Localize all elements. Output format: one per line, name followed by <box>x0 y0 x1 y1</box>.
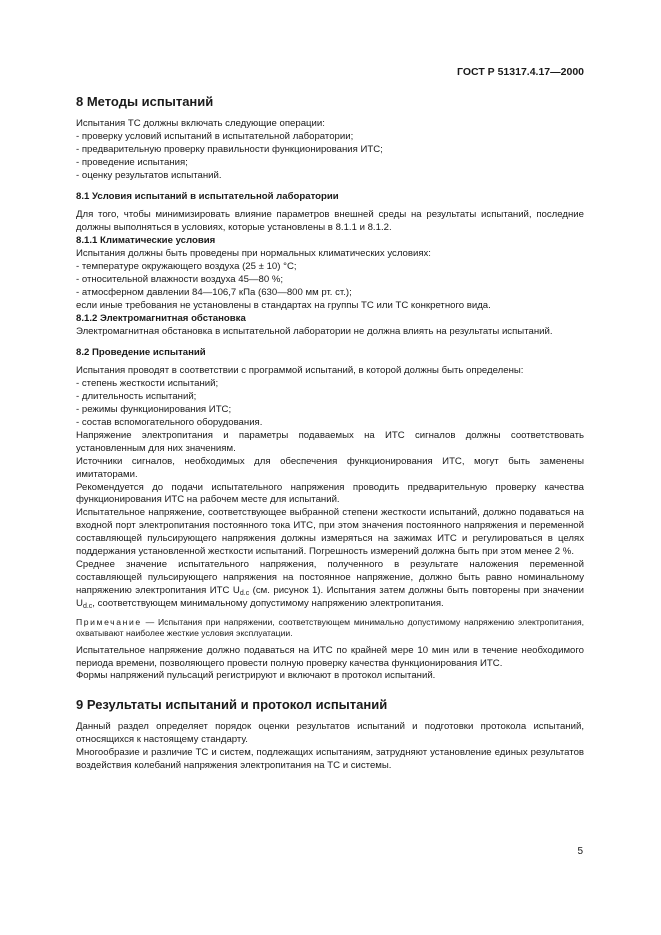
note-text: — Испытания при напряжении, соответствующем минимально допустимому напряжению электропитания, охватывают наиболее жесткие условия эксплуатации. <box>76 616 584 639</box>
list-item: - проведение испытания; <box>76 156 188 168</box>
text-run: Среднее значение испытательного напряжения, полученного в результате наложения переменной составляющей пульсирующего напряжения на постоянное напряжение, должно быть равно номинальному напряжению электропитания ИТС U <box>76 559 584 596</box>
paragraph: Многообразие и различие ТС и систем, подлежащих испытаниям, затрудняют установление единых результатов воздействия колебаний напряжения электропитания на ТС и системы. <box>76 747 584 772</box>
text-run: (см. рисунок 1). Испытания затем должны быть повторены при значении U <box>76 584 584 609</box>
section-8-1-title: 8.1 Условия испытаний в испытательной лаборатории <box>76 190 339 202</box>
s811-tail: если иные требования не установлены в стандартах на группы ТС или ТС конкретного вида. <box>76 299 491 311</box>
subscript: d.c <box>82 602 93 610</box>
s82-program-list <box>76 378 584 430</box>
list-item: - проверку условий испытаний в испытательной лаборатории; <box>76 130 354 142</box>
paragraph: Источники сигналов, необходимых для обеспечения функционирования ИТС, могут быть заменены имитаторами. <box>76 455 584 480</box>
paragraph: Рекомендуется до подачи испытательного напряжения проводить предварительную проверку качества функционирования ИТС на рабочем месте для испытаний. <box>76 481 584 506</box>
subscript: d.c <box>239 589 250 597</box>
s812-text: Электромагнитная обстановка в испытательной лаборатории не должна влиять на результаты испытаний. <box>76 325 553 337</box>
list-item: - состав вспомогательного оборудования. <box>76 417 263 429</box>
list-item: - режимы функционирования ИТС; <box>76 404 232 416</box>
list-item: - атмосферном давлении 84—106,7 кПа (630—800 мм рт. ст.); <box>76 286 352 298</box>
section-8-1-2-title: 8.1.2 Электромагнитная обстановка <box>76 312 246 324</box>
s8-operations-list <box>76 131 584 183</box>
s811-intro: Испытания должны быть проведены при нормальных климатических условиях: <box>76 248 431 260</box>
paragraph-voltage <box>76 559 584 611</box>
note <box>76 617 584 640</box>
text-run: , соответствующем минимальному допустимому напряжению электропитания. <box>92 597 444 609</box>
s81-text: Для того, чтобы минимизировать влияние параметров внешней среды на результаты испытаний, последние должны выполняться в условиях, которые установлены в 8.1.1 и 8.1.2. <box>76 209 584 234</box>
paragraph: Напряжение электропитания и параметры подаваемых на ИТС сигналов должны соответствовать установленным для них значениям. <box>76 429 584 454</box>
list-item: - температуре окружающего воздуха (25 ± 10) °С; <box>76 261 297 273</box>
list-item: - оценку результатов испытаний. <box>76 169 222 181</box>
section-8-1-1-title: 8.1.1 Климатические условия <box>76 235 216 247</box>
s811-conditions-list <box>76 261 584 300</box>
list-item: - относительной влажности воздуха 45—80 %; <box>76 273 284 285</box>
document-header: ГОСТ Р 51317.4.17—2000 <box>457 66 584 78</box>
paragraph: Испытательное напряжение, соответствующее выбранной степени жесткости испытаний, должно подаваться на входной порт электропитания постоянного тока ИТС, при этом значения постоянного напряжения и переменной составляющей пульсирующего напряжения должны измеряться на зажимах ИТС и регулироваться в целях поддержания установленной жесткости испытаний. Погрешность измерений должна быть при этом менее 2 %. <box>76 507 584 558</box>
note-label: Примечание <box>76 616 142 627</box>
page-number: 5 <box>577 846 583 857</box>
list-item: - степень жесткости испытаний; <box>76 378 219 390</box>
s8-intro: Испытания ТС должны включать следующие операции: <box>76 118 325 129</box>
section-8-2-title: 8.2 Проведение испытаний <box>76 346 206 358</box>
paragraph: Данный раздел определяет порядок оценки результатов испытаний и подготовки протокола испытаний, относящихся к настоящему стандарту. <box>76 721 584 746</box>
paragraph: Формы напряжений пульсаций регистрируют и включают в протокол испытаний. <box>76 670 436 682</box>
s82-intro: Испытания проводят в соответствии с программой испытаний, в которой должны быть определены: <box>76 365 524 377</box>
list-item: - длительность испытаний; <box>76 391 197 403</box>
list-item: - предварительную проверку правильности функционирования ИТС; <box>76 143 383 155</box>
section-8-title: 8 Методы испытаний <box>76 94 214 109</box>
paragraph: Испытательное напряжение должно подаваться на ИТС по крайней мере 10 мин или в течение необходимого периода времени, позволяющего провести полную проверку качества функционирования ИТС. <box>76 644 584 669</box>
page-content <box>76 84 584 773</box>
section-9-title: 9 Результаты испытаний и протокол испытаний <box>76 697 388 713</box>
